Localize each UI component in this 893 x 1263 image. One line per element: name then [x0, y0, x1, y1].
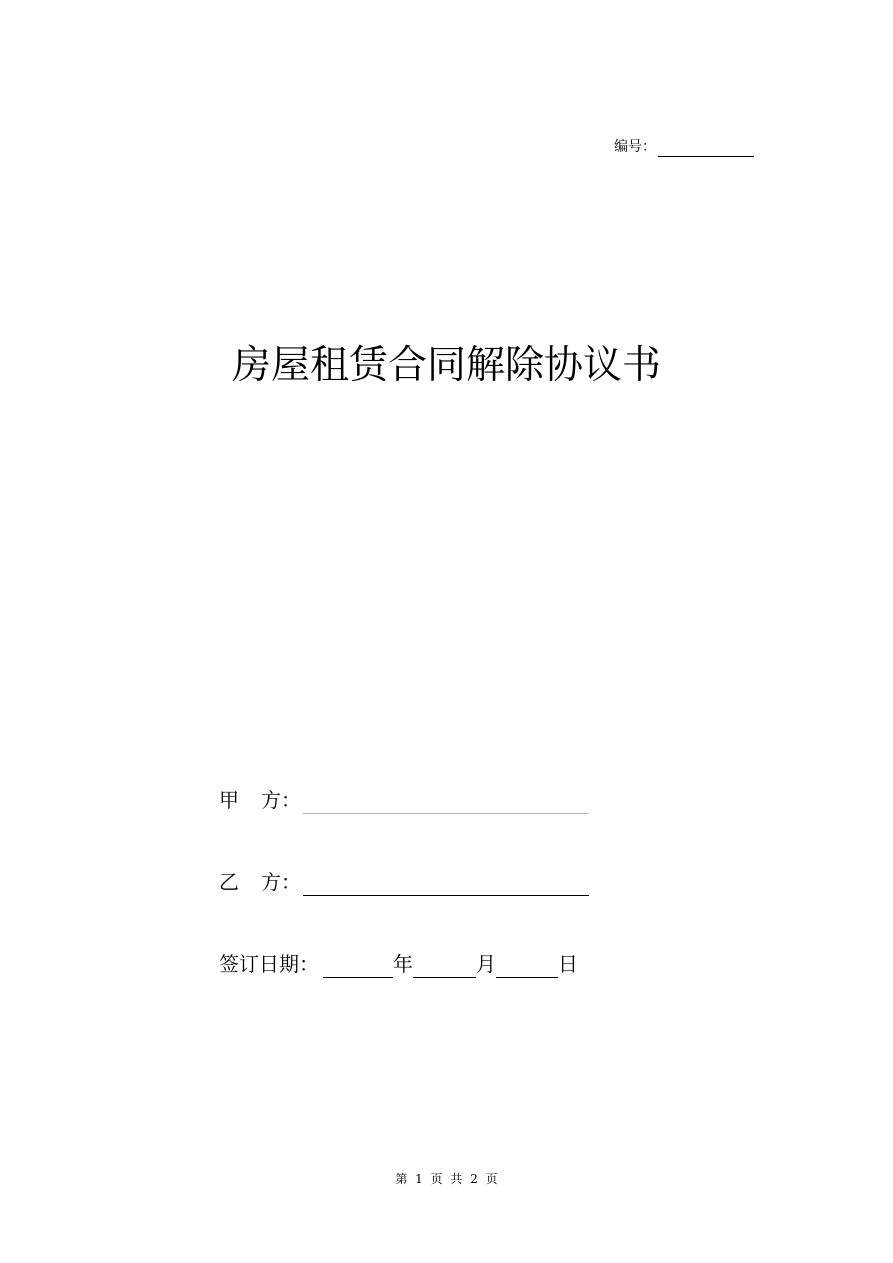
year-blank-line [323, 955, 393, 978]
document-title: 房屋租赁合同解除协议书 [231, 343, 661, 388]
serial-number-blank-line [658, 141, 754, 157]
party-b-label: 乙 [219, 870, 239, 894]
day-label: 日 [558, 952, 578, 976]
signing-date-label: 签订日期： [219, 952, 319, 976]
month-blank-line [413, 955, 476, 978]
party-b-suffix: 方： [261, 870, 301, 894]
day-blank-line [496, 955, 558, 978]
page-number-footer: 第 1 页 共 2 页 [395, 1172, 498, 1186]
party-a-blank-line [303, 791, 589, 814]
party-b-blank-line [303, 873, 589, 896]
party-a-field [219, 786, 589, 814]
month-label: 月 [476, 952, 496, 976]
serial-number-label: 编号： [614, 139, 656, 155]
party-a-label: 甲 [219, 788, 239, 812]
signing-date-field [219, 950, 578, 978]
party-a-suffix: 方： [261, 788, 301, 812]
serial-number-field [614, 137, 754, 157]
party-b-field [219, 868, 589, 896]
year-label: 年 [393, 952, 413, 976]
